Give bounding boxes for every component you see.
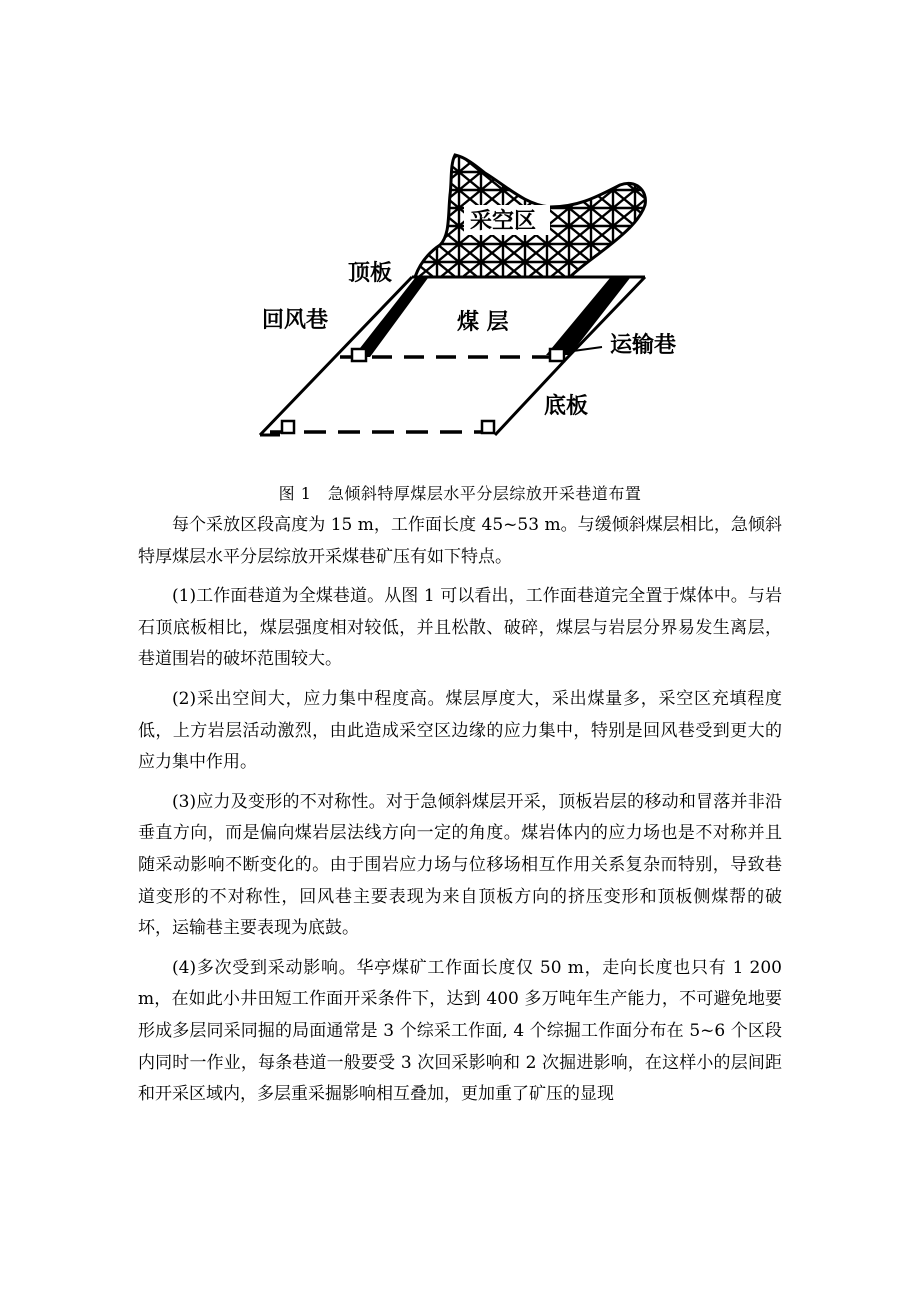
goaf-label: 采空区 (470, 209, 537, 234)
paragraph-point-1: (1)工作面巷道为全煤巷道。从图 1 可以看出，工作面巷道完全置于煤体中。与岩石顶底板相比，煤层强度相对较低，并且松散、破碎，煤层与岩层分界易发生离层，巷道围岩的破坏范围较大。 (138, 586, 782, 670)
roadway-layout-figure (250, 145, 710, 445)
lower-return-roadway-box (282, 421, 294, 433)
floor-label: 底板 (544, 394, 589, 419)
haulage-roadway-label: 运输巷 (610, 333, 677, 358)
return-roadway-box (352, 349, 366, 361)
return-roadway-coal-wall (353, 278, 428, 357)
return-roadway-label: 回风巷 (262, 308, 329, 333)
body-text (138, 510, 782, 1111)
paragraph-point-3: (3)应力及变形的不对称性。对于急倾斜煤层开采，顶板岩层的移动和冒落并非沿垂直方向，而是偏向煤岩层法线方向一定的角度。煤岩体内的应力场也是不对称并且随采动影响不断变化的。由于围岩应力场与位移场相互作用关系复杂而特别，导致巷道变形的不对称性，回风巷主要表现为来自顶板方向的挤压变形和顶板侧煤帮的破坏，运输巷主要表现为底鼓。 (138, 791, 782, 939)
paragraph-intro: 每个采放区段高度为 15 m，工作面长度 45~53 m。与缓倾斜煤层相比，急倾斜特厚煤层水平分层综放开采煤巷矿压有如下特点。 (138, 515, 782, 567)
haulage-roadway-box (550, 349, 564, 361)
paragraph-point-2: (2)采出空间大，应力集中程度高。煤层厚度大，采出煤量多，采空区充填程度低，上方岩层活动激烈，由此造成采空区边缘的应力集中，特别是回风巷受到更大的应力集中作用。 (138, 688, 782, 773)
paragraph-point-4: (4)多次受到采动影响。华亭煤矿工作面长度仅 50 m，走向长度也只有 1 200 m，在如此小井田短工作面开采条件下，达到 400 多万吨年生产能力，不可避免地要形成多层同采同掘的局面通常是 3 个综采工作面, 4 个综掘工作面分布在 5~6 个区段内同时一作业，每条巷道一般要受 3 次回采影响和 2 次掘进影响，在这样小的层间距和开采区域内，多层重采掘影响相互叠加，更加重了矿压的显现 (138, 957, 782, 1105)
coal-seam-label: 煤 层 (457, 310, 509, 335)
lower-haulage-roadway-box (482, 421, 494, 433)
roof-label: 顶板 (348, 261, 393, 286)
figure-caption: 图 1 急倾斜特厚煤层水平分层综放开采巷道布置 (278, 484, 642, 503)
